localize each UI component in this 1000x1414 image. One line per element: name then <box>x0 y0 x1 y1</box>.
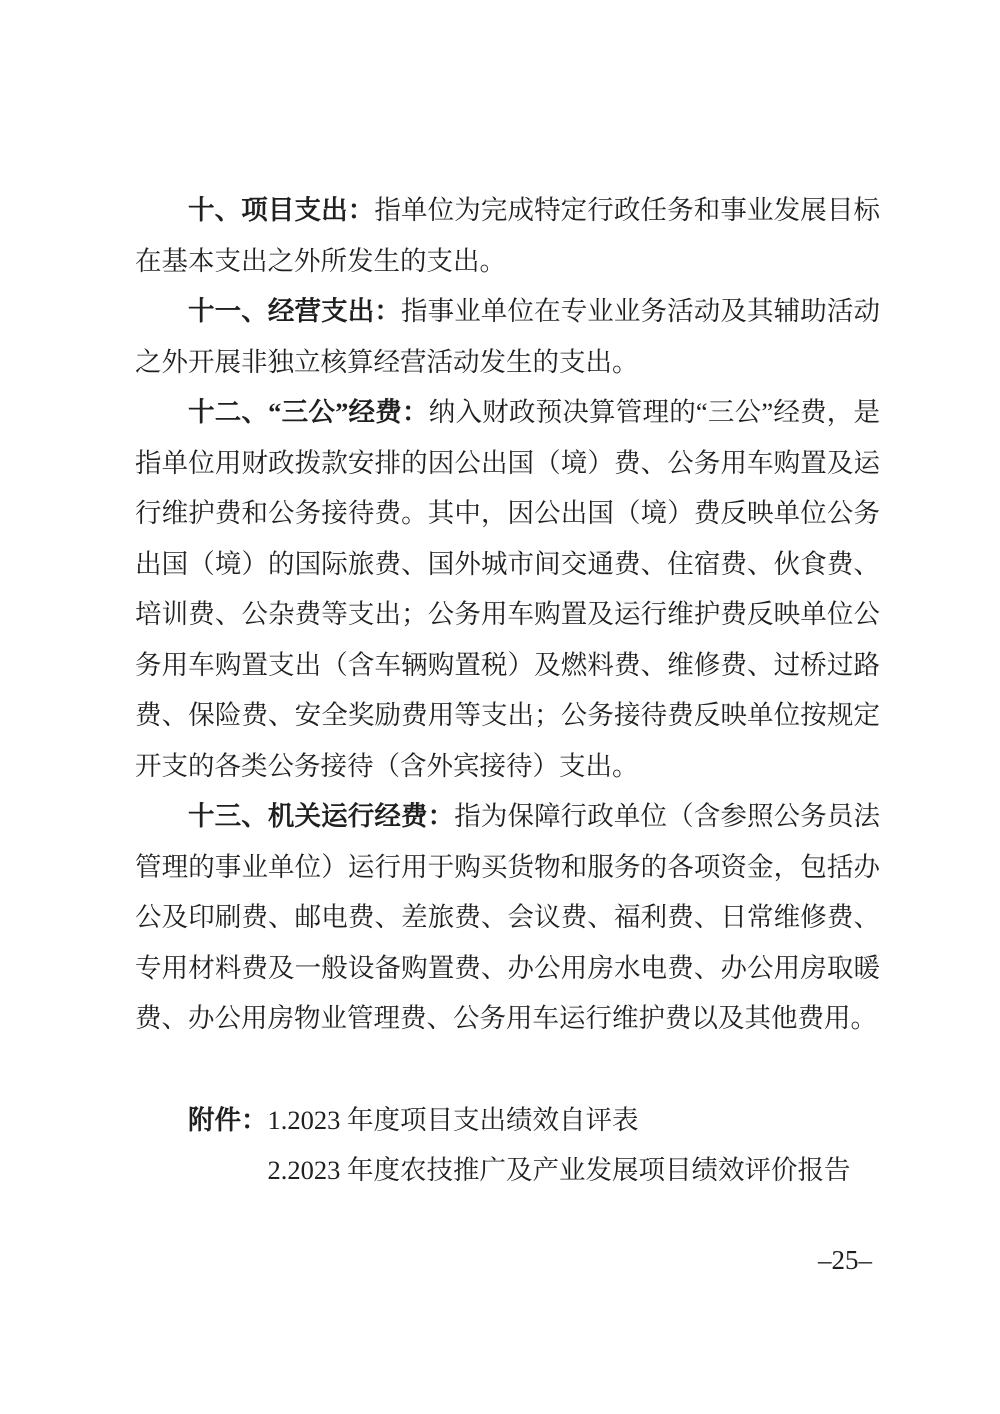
paragraph-text: 纳入财政预决算管理的“三公”经费，是指单位用财政拨款安排的因公出国（境）费、公务用车购置及运行维护费和公务接待费。其中，因公出国（境）费反映单位公务出国（境）的国际旅费、国外城市间交通费、住宿费、伙食费、培训费、公杂费等支出；公务用车购置及运行维护费反映单位公务用车购置支出（含车辆购置税）及燃料费、维修费、过桥过路费、保险费、安全奖励费用等支出；公务接待费反映单位按规定开支的各类公务接待（含外宾接待）支出。 <box>135 397 881 781</box>
document-body <box>135 185 880 1196</box>
attachment-item: 1.2023 年度项目支出绩效自评表 <box>267 1104 639 1135</box>
paragraph-text: 指事业单位在专业业务活动及其辅助活动之外开展非独立核算经营活动发生的支出。 <box>135 296 881 377</box>
paragraph-label: 十一、经营支出： <box>188 296 401 326</box>
paragraph-text: 指单位为完成特定行政任务和事业发展目标在基本支出之外所发生的支出。 <box>135 195 881 276</box>
paragraph-label: 十、项目支出： <box>188 195 375 225</box>
paragraph-label: 十二、“三公”经费： <box>188 397 429 427</box>
page-number: –25– <box>818 1245 872 1275</box>
paragraph-three-public-funds <box>135 387 880 791</box>
paragraph-label: 十三、机关运行经费： <box>188 801 455 831</box>
attachments-block <box>188 1095 880 1196</box>
attachments-list <box>268 1095 851 1196</box>
attachments-label: 附件： <box>188 1104 268 1135</box>
paragraph-operating-expenditure <box>135 286 880 387</box>
paragraph-project-expenditure <box>135 185 880 286</box>
paragraph-agency-operating-funds <box>135 791 880 1044</box>
attachment-item: 2.2023 年度农技推广及产业发展项目绩效评价报告 <box>267 1155 851 1185</box>
paragraph-text: 指为保障行政单位（含参照公务员法管理的事业单位）运行用于购买货物和服务的各项资金，包括办公及印刷费、邮电费、差旅费、会议费、福利费、日常维修费、专用材料费及一般设备购置费、办公用房水电费、办公用房取暖费、办公用房物业管理费、公务用车运行维护费以及其他费用。 <box>135 801 881 1033</box>
